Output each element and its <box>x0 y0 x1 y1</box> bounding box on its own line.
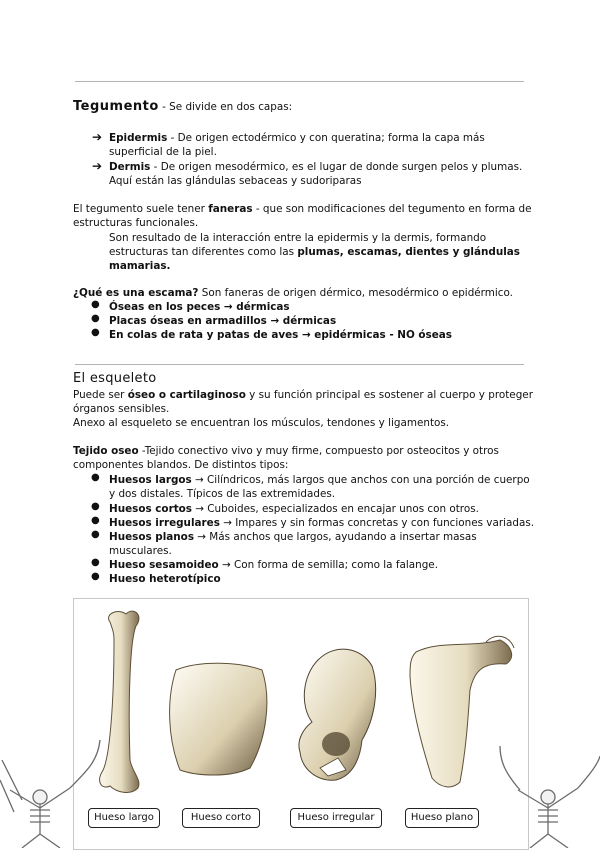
type-bullet-1: ● <box>91 472 100 483</box>
escama-item-1 <box>109 300 290 314</box>
type-item-2 <box>109 502 479 516</box>
label-short-bone: Hueso corto <box>182 808 260 828</box>
type-term-5: Hueso sesamoideo <box>109 559 219 571</box>
escama-bullet-1: ● <box>91 299 100 310</box>
type-desc-1: → Cilíndricos, más largos que anchos con una porción de cuerpo <box>191 474 530 486</box>
arrow-bullet-2: ➔ <box>92 159 103 173</box>
top-divider <box>75 81 524 82</box>
type-item-6 <box>109 572 221 586</box>
type-desc-5: → Con forma de semilla; como la falange. <box>218 559 438 571</box>
escama-answer: Son faneras de origen dérmico, mesodérmico o epidérmico. <box>198 287 513 299</box>
faneras-pre: El tegumento suele tener <box>73 203 209 215</box>
dermis-desc: - De origen mesodérmico, es el lugar de donde surgen pelos y plumas. <box>150 161 523 173</box>
type-term-1: Huesos largos <box>109 474 192 486</box>
type-desc-3: → Impares y sin formas concretas y con funciones variadas. <box>219 517 535 529</box>
result-line-3-bold: mamarias. <box>109 260 171 272</box>
result-line-1: Son resultado de la interacción entre la epidermis y la dermis, formando <box>109 232 487 244</box>
esqueleto-title: El esqueleto <box>73 371 157 386</box>
escama-bullet-3: ● <box>91 327 100 338</box>
epidermis-item <box>109 131 485 145</box>
label-flat-bone: Hueso plano <box>405 808 479 828</box>
result-line-2 <box>109 245 520 259</box>
faneras-line-2: estructuras funcionales. <box>73 217 199 229</box>
esqueleto-line-1-bold: óseo o cartilaginoso <box>127 389 246 401</box>
escama-item-2 <box>109 314 336 328</box>
epidermis-desc: - De origen ectodérmico y con queratina; forma la capa más <box>167 132 485 144</box>
label-irregular-bone: Hueso irregular <box>290 808 382 828</box>
type-desc-2: → Cuboides, especializados en encajar unos con otros. <box>191 503 479 515</box>
epidermis-desc-2: superficial de la piel. <box>109 146 217 158</box>
faneras-post: - que son modificaciones del tegumento en forma de <box>252 203 532 215</box>
tegumento-title: Tegumento <box>73 99 159 114</box>
type-bullet-6: ● <box>91 571 100 582</box>
type-term-2: Huesos cortos <box>109 503 192 515</box>
tejido-term: Tejido oseo <box>73 445 139 457</box>
escama-item-1-text: Óseas en los peces → dérmicas <box>109 301 290 313</box>
result-line-2-pre: estructuras tan diferentes como las <box>109 246 298 258</box>
type-item-5 <box>109 558 438 572</box>
escama-question: ¿Qué es una escama? <box>73 287 199 299</box>
dermis-item <box>109 160 522 174</box>
epidermis-term: Epidermis <box>109 132 168 144</box>
escama-item-2-text: Placas óseas en armadillos → dérmicas <box>109 315 337 327</box>
type-item-3 <box>109 516 534 530</box>
type-bullet-3: ● <box>91 515 100 526</box>
esqueleto-line-2: órganos sensibles. <box>73 403 170 415</box>
escama-item-3 <box>109 328 452 342</box>
type-term-6: Hueso heterotípico <box>109 573 221 585</box>
escama-item-3-text: En colas de rata y patas de aves → epidérmicas - NO óseas <box>109 329 452 341</box>
tegumento-intro: - Se divide en dos capas: <box>158 101 293 113</box>
dermis-term: Dermis <box>109 161 151 173</box>
escama-bullet-2: ● <box>91 313 100 324</box>
esqueleto-line-1-post: y su función principal es sostener al cuerpo y proteger <box>245 389 533 401</box>
type-item-4-cont: musculares. <box>109 545 172 557</box>
type-item-1-cont: y dos distales. Típicos de las extremidades. <box>109 488 336 500</box>
dermis-desc-2: Aquí están las glándulas sebaceas y sudoriparas <box>109 175 362 187</box>
type-desc-4: → Más anchos que largos, ayudando a insertar masas <box>194 531 477 543</box>
tejido-desc: -Tejido conectivo vivo y muy firme, compuesto por osteocitos y otros <box>138 445 499 457</box>
tegumento-heading-line <box>73 100 292 114</box>
result-line-2-bold: plumas, escamas, dientes y glándulas <box>297 246 520 258</box>
tejido-line-2: componentes blandos. De distintos tipos: <box>73 459 289 471</box>
tejido-line-1 <box>73 444 499 458</box>
esqueleto-line-1 <box>73 388 533 402</box>
type-item-4 <box>109 530 477 544</box>
type-term-3: Huesos irregulares <box>109 517 220 529</box>
faneras-term: faneras <box>208 203 253 215</box>
label-long-bone: Hueso largo <box>88 808 160 828</box>
result-line-3 <box>109 259 171 273</box>
type-item-1 <box>109 473 530 487</box>
middle-divider <box>75 364 524 365</box>
type-term-4: Huesos planos <box>109 531 194 543</box>
esqueleto-line-3: Anexo al esqueleto se encuentran los músculos, tendones y ligamentos. <box>73 417 450 429</box>
type-bullet-2: ● <box>91 501 100 512</box>
arrow-bullet-1: ➔ <box>92 130 103 144</box>
escama-question-line <box>73 286 513 300</box>
esqueleto-line-1-pre: Puede ser <box>73 389 128 401</box>
type-bullet-4: ● <box>91 529 100 540</box>
type-bullet-5: ● <box>91 557 100 568</box>
faneras-line-1 <box>73 202 532 216</box>
